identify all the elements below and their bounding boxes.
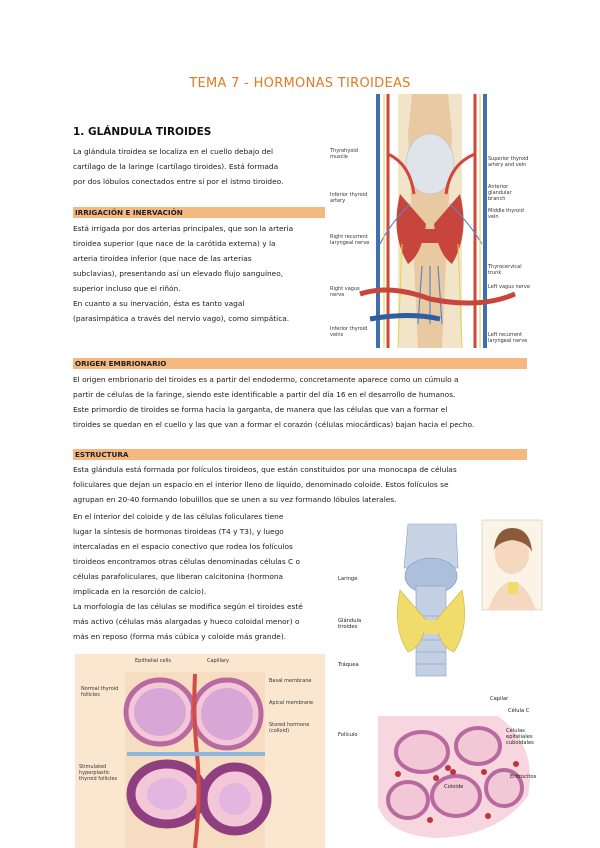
text-line: lugar la síntesis de hormonas tiroideas (T4 y T3), y luego [73, 527, 284, 536]
label-stored-hormone: Stored hormone (colloid) [269, 722, 310, 734]
text-line: intercaladas en el espacio conectivo que rodea los folículos [73, 542, 293, 551]
thyroid-histology-figure [338, 516, 556, 848]
label-thyrohyoid: Thyrohyoid muscle [330, 148, 358, 160]
label-capilar: Capilar [490, 696, 509, 702]
text-line: implicada en la resorción de calcio). [73, 587, 207, 596]
label-eritrocitos: Eritrocitos [510, 774, 537, 780]
text-line: Esta glándula está formada por folículos tiroideos, que están constituidos por una monocapa de células [73, 465, 457, 474]
irrigacion-text [73, 221, 325, 326]
estructura-text-full [73, 462, 527, 507]
section-heading-irrigacion: IRRIGACIÓN E INERVACIÓN [73, 207, 325, 218]
text-line: En cuanto a su inervación, ésta es tanto vagal [73, 299, 245, 308]
label-thyrocervical-trunk: Thyrocervical trunk [488, 264, 522, 276]
label-apical-membrane: Apical membrane [269, 700, 314, 706]
label-stimulated-follicles: Stimulated hyperplastic thyroid follicles [79, 764, 118, 782]
text-line: (parasimpática a través del nervio vago), como simpática. [73, 314, 290, 323]
text-line: partir de células de la faringe, siendo este identificable a partir del día 16 en el desarrollo de humanos. [73, 390, 456, 399]
label-right-recurrent-nerve: Right recurrent laryngeal nerve [330, 234, 370, 246]
text-line: En el interior del coloide y de las células foliculares tiene [73, 512, 284, 521]
text-line: cartílago de la laringe (cartílago tiroides). Está formada [73, 162, 279, 171]
label-left-recurrent-nerve: Left recurrent laryngeal nerve [488, 332, 528, 344]
text-line: tiroidea superior (que nace de la carótida externa) y la [73, 239, 276, 248]
label-inferior-thyroid-veins: Inferior thyroid veins [330, 326, 368, 338]
text-line: foliculares que dejan un espacio en el interior lleno de líquido, denominado coloide. Estos folículos se [73, 480, 449, 489]
label-capillary: Capillary [207, 658, 229, 664]
section-heading-estructura: ESTRUCTURA [73, 449, 527, 460]
estructura-text-narrow [73, 509, 335, 644]
label-celula-c: Célula C [508, 708, 530, 714]
text-line: tiroideos encontramos otras células denominadas células C o [73, 557, 301, 566]
text-line: La morfología de las células se modifica según el tiroides esté [73, 602, 303, 611]
label-basal-membrane: Basal membrane [269, 678, 312, 684]
label-celulas-epiteliales: Células epiteliales cuboidales [506, 728, 534, 746]
text-line: por dos lóbulos conectados entre sí por el istmo tiroideo. [73, 177, 284, 186]
section-heading-origen: ORIGEN EMBRIONARIO [73, 358, 527, 369]
label-glandula-tiroides: Glándula tiroides [338, 618, 362, 630]
follicle-figure [75, 654, 325, 848]
text-line: más activo (células más alargadas y hueco coloidal menor) o [73, 617, 300, 626]
section-heading-glandula: 1. GLÁNDULA TIROIDES [73, 126, 212, 138]
text-line: Este primordio de tiroides se forma hacia la garganta, de manera que las células que van a formar el [73, 405, 448, 414]
origen-text [73, 372, 527, 432]
text-line: subclavias), presentando así un elevado flujo sanguíneo, [73, 269, 284, 278]
thyroid-anatomy-illustration [330, 94, 530, 348]
text-line: El origen embrionario del tiroides es a partir del endodermo, concretamente aparece como un cúmulo a [73, 375, 459, 384]
label-right-vagus: Right vagus nerve [330, 286, 360, 298]
text-line: agrupan en 20-40 formando lobulillos que se unen a su vez formando lóbulos laterales. [73, 495, 397, 504]
text-line: células parafoliculares, que liberan calcitonina (hormona [73, 572, 284, 581]
label-normal-follicles: Normal thyroid follicles [81, 686, 119, 698]
label-left-vagus: Left vagus nerve [488, 284, 530, 290]
text-line: La glándula tiroidea se localiza en el cuello debajo del [73, 147, 274, 156]
label-middle-thyroid-vein: Middle thyroid vein [488, 208, 524, 220]
text-line: Está irrigada por dos arterias principales, que son la arteria [73, 224, 294, 233]
text-line: superior incluso que el riñón. [73, 284, 181, 293]
text-line: tiroides se quedan en el cuello y las que van a formar el corazón (células miocárdicas) bajan hacia el pecho. [73, 420, 475, 429]
label-traquea: Tráquea [338, 662, 359, 668]
label-superior-thyroid: Superior thyroid artery and vein [488, 156, 529, 168]
label-laringe: Laringe [338, 576, 358, 582]
page-title: TEMA 7 - HORMONAS TIROIDEAS [189, 76, 411, 91]
label-foliculo: Folículo [338, 732, 358, 738]
text-line: más en reposo (forma más cúbica y coloide más grande). [73, 632, 287, 641]
label-anterior-branch: Anterior glandular branch [488, 184, 512, 202]
label-epithelial-cells: Epithelial cells [135, 658, 171, 664]
thyroid-histology-illustration [338, 516, 556, 848]
text-line: arteria tiroidea inferior (que nace de las arterias [73, 254, 252, 263]
section1-text [73, 144, 325, 189]
thyroid-anatomy-figure [330, 94, 530, 348]
label-coloide: Coloide [444, 784, 464, 790]
label-inferior-thyroid-artery: Inferior thyroid artery [330, 192, 368, 204]
